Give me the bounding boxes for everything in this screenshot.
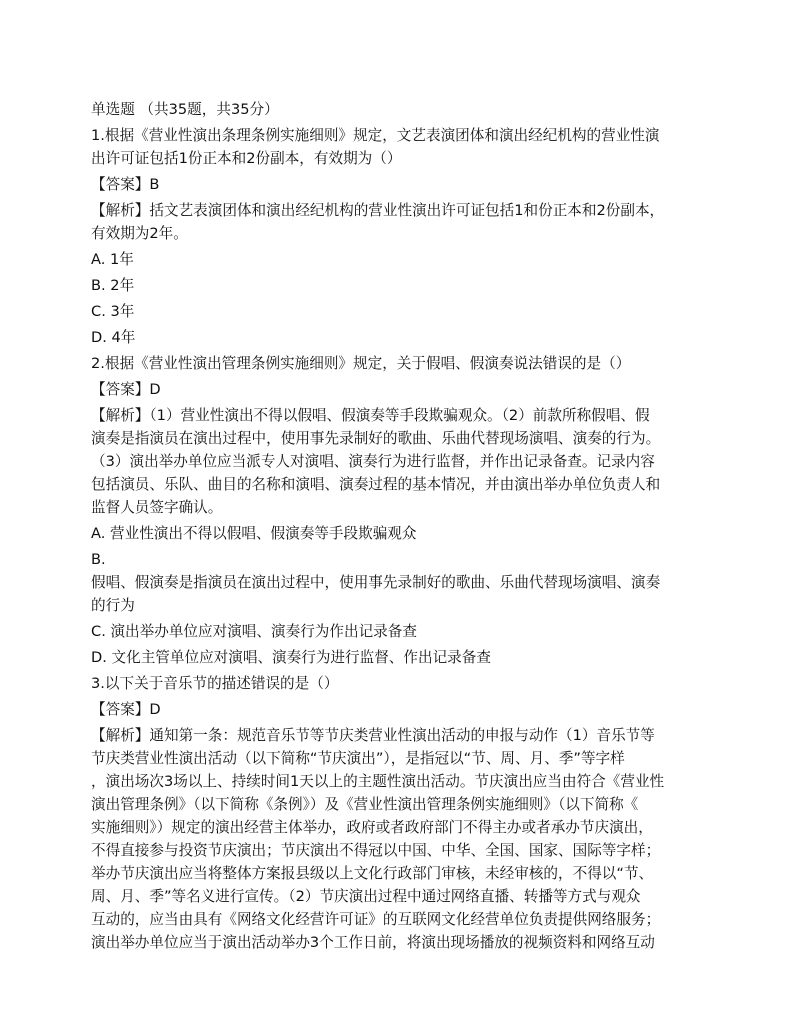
option-text: A. 1年 bbox=[91, 251, 134, 268]
analysis-text: 括文艺表演团体和演出经纪机构的营业性演出许可证包括1和份正本和2份副本， bbox=[149, 202, 665, 219]
option-text: 的行为 bbox=[91, 597, 135, 614]
question-stem-line: 3.以下关于音乐节的描述错误的是（） bbox=[91, 675, 339, 692]
analysis-text: 演出举办单位应当于演出活动举办3个工作日前，将演出现场播放的视频资料和网络互动 bbox=[91, 934, 655, 951]
analysis-block bbox=[91, 199, 711, 245]
answer-value: D bbox=[149, 381, 161, 398]
option-text: B. bbox=[91, 551, 106, 568]
analysis-text: 有效期为2年。 bbox=[91, 225, 188, 242]
analysis-line bbox=[91, 747, 711, 770]
option-text: B. 2年 bbox=[91, 277, 135, 294]
analysis-line bbox=[91, 816, 711, 839]
option-b[interactable] bbox=[91, 274, 711, 297]
option-a[interactable] bbox=[91, 522, 711, 545]
answer-line bbox=[91, 698, 711, 721]
analysis-text: （1）营业性演出不得以假唱、假演奏等手段欺骗观众。（2）前款所称假唱、假 bbox=[149, 407, 650, 424]
option-text: C. 演出举办单位应对演唱、演奏行为作出记录备查 bbox=[91, 623, 417, 640]
analysis-line bbox=[91, 770, 711, 793]
analysis-text: 不得直接参与投资节庆演出；节庆演出不得冠以中国、中华、全国、国家、国际等字样； bbox=[91, 842, 661, 859]
analysis-text: 节庆类营业性演出活动（以下简称“节庆演出”），是指冠以“节、周、月、季”等字样 bbox=[91, 750, 625, 767]
analysis-text: 演出管理条例》（以下简称《条例》）及《营业性演出管理条例实施细则》（以下简称《 bbox=[91, 796, 639, 813]
analysis-line bbox=[91, 908, 711, 931]
answer-label: 【答案】 bbox=[91, 701, 150, 718]
question-list bbox=[91, 124, 711, 954]
analysis-block bbox=[91, 724, 711, 954]
analysis-line bbox=[91, 404, 711, 427]
analysis-line bbox=[91, 427, 711, 450]
analysis-line bbox=[91, 222, 711, 245]
analysis-line bbox=[91, 450, 711, 473]
analysis-line bbox=[91, 724, 711, 747]
analysis-text: 互动的，应当由具有《网络文化经营许可证》的互联网文化经营单位负责提供网络服务； bbox=[91, 911, 661, 928]
analysis-text: 举办节庆演出应当将整体方案报县级以上文化行政部门审核，未经审核的，不得以“节、 bbox=[91, 865, 654, 882]
question-stem-line: 1.根据《营业性演出条理条例实施细则》规定，文艺表演团体和演出经纪机构的营业性演 bbox=[91, 127, 660, 144]
analysis-line bbox=[91, 839, 711, 862]
analysis-label: 【解析】 bbox=[91, 407, 150, 424]
option-text: C. 3年 bbox=[91, 303, 135, 320]
analysis-text: 监督人员签字确认。 bbox=[91, 499, 223, 516]
option-c[interactable] bbox=[91, 300, 711, 323]
analysis-line bbox=[91, 885, 711, 908]
analysis-text: 周、月、季”等名义进行宣传。（2）节庆演出过程中通过网络直播、转播等方式与观众 bbox=[91, 888, 641, 905]
answer-value: D bbox=[149, 701, 161, 718]
answer-line bbox=[91, 378, 711, 401]
analysis-text: 实施细则》）规定的演出经营主体举办，政府或者政府部门不得主办或者承办节庆演出， bbox=[91, 819, 653, 836]
analysis-text: 包括演员、乐队、曲目的名称和演唱、演奏过程的基本情况，并由演出举办单位负责人和 bbox=[91, 476, 661, 493]
analysis-line bbox=[91, 931, 711, 954]
analysis-text: 通知第一条：规范音乐节等节庆类营业性演出活动的申报与动作（1）音乐节等 bbox=[149, 727, 655, 744]
question-3 bbox=[91, 672, 711, 954]
answer-label: 【答案】 bbox=[91, 176, 150, 193]
option-c[interactable] bbox=[91, 620, 711, 643]
analysis-text: （3）演出举办单位应当派专人对演唱、演奏行为进行监督，并作出记录备查。记录内容 bbox=[91, 453, 655, 470]
option-text: D. 4年 bbox=[91, 329, 136, 346]
option-d[interactable] bbox=[91, 646, 711, 669]
section-header: 单选题 （共35题，共35分） bbox=[91, 101, 279, 118]
option-d[interactable] bbox=[91, 326, 711, 349]
exam-page bbox=[91, 98, 711, 957]
answer-line bbox=[91, 173, 711, 196]
analysis-text: 演奏是指演员在演出过程中，使用事先录制好的歌曲、乐曲代替现场演唱、演奏的行为。 bbox=[91, 430, 661, 447]
option-text: A. 营业性演出不得以假唱、假演奏等手段欺骗观众 bbox=[91, 525, 417, 542]
answer-value: B bbox=[149, 176, 160, 193]
question-stem-line: 出许可证包括1份正本和2份副本，有效期为（） bbox=[91, 150, 402, 167]
analysis-line bbox=[91, 862, 711, 885]
analysis-label: 【解析】 bbox=[91, 727, 150, 744]
question-1 bbox=[91, 124, 711, 349]
question-stem-line: 2.根据《营业性演出管理条例实施细则》规定，关于假唱、假演奏说法错误的是（） bbox=[91, 355, 631, 372]
analysis-text: ，演出场次3场以上、持续时间1天以上的主题性演出活动。节庆演出应当由符合《营业性 bbox=[91, 773, 665, 790]
option-text: 假唱、假演奏是指演员在演出过程中，使用事先录制好的歌曲、乐曲代替现场演唱、演奏 bbox=[91, 574, 661, 591]
answer-label: 【答案】 bbox=[91, 381, 150, 398]
option-a[interactable] bbox=[91, 248, 711, 271]
analysis-label: 【解析】 bbox=[91, 202, 150, 219]
analysis-line bbox=[91, 793, 711, 816]
option-text: D. 文化主管单位应对演唱、演奏行为进行监督、作出记录备查 bbox=[91, 649, 491, 666]
option-b[interactable] bbox=[91, 548, 711, 617]
analysis-line bbox=[91, 199, 711, 222]
analysis-block bbox=[91, 404, 711, 519]
analysis-line bbox=[91, 473, 711, 496]
question-2 bbox=[91, 352, 711, 669]
analysis-line bbox=[91, 496, 711, 519]
